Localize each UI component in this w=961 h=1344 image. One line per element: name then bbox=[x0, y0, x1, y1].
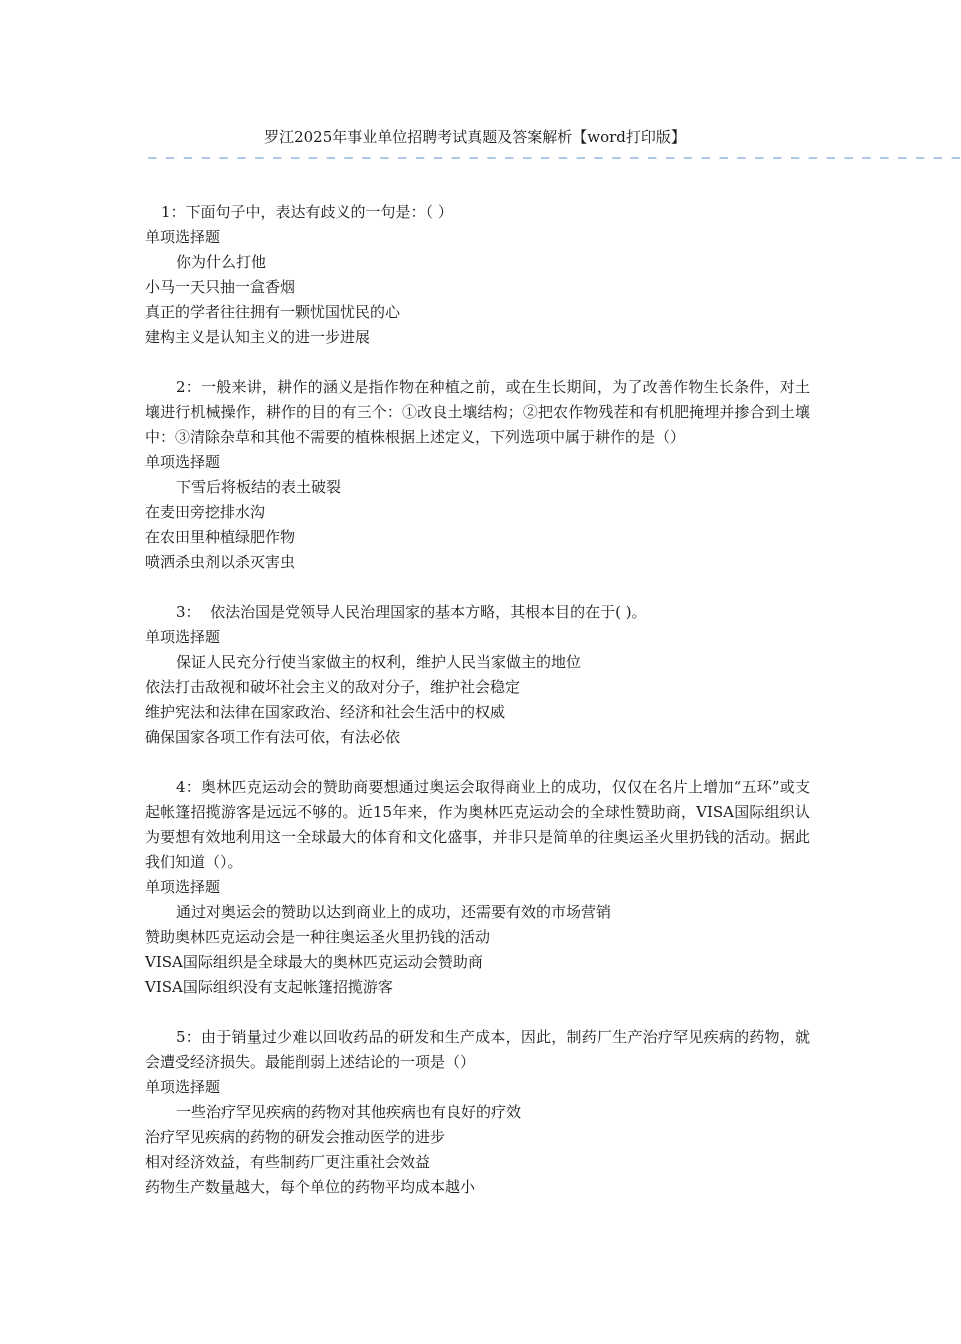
question-stem: 2：一般来讲，耕作的涵义是指作物在种植之前，或在生长期间，为了改善作物生长条件，对土壤进行机械操作，耕作的目的有三个：①改良土壤结构；②把农作物残茬和有机肥掩埋并掺合到土壤中：③清除杂草和其他不需要的植株根据上述定义，下列选项中属于耕作的是（） bbox=[145, 378, 810, 446]
question-3 bbox=[145, 600, 810, 750]
option-a: 下雪后将板结的表土破裂 bbox=[176, 478, 342, 496]
option-a: 保证人民充分行使当家做主的权利，维护人民当家做主的地位 bbox=[176, 653, 582, 671]
option-c: 相对经济效益，有些制药厂更注重社会效益 bbox=[145, 1153, 431, 1171]
option-d: 药物生产数量越大，每个单位的药物平均成本越小 bbox=[145, 1178, 476, 1196]
question-stem: 3： 依法治国是党领导人民治理国家的基本方略，其根本目的在于( )。 bbox=[176, 603, 647, 621]
title-divider: — — — — — — — — — — — — — — — — — — — — — — — — — — — — — — — — — — — — — — — — — — — — — — bbox=[148, 150, 961, 166]
document-title: 罗江2025年事业单位招聘考试真题及答案解析【word打印版】 bbox=[264, 128, 686, 146]
question-2 bbox=[145, 375, 810, 575]
option-c: 真正的学者往往拥有一颗忧国忧民的心 bbox=[145, 303, 401, 321]
option-c: 在农田里种植绿肥作物 bbox=[145, 528, 296, 546]
question-type: 单项选择题 bbox=[145, 228, 221, 246]
option-d: 建构主义是认知主义的进一步进展 bbox=[145, 328, 371, 346]
question-stem: 4：奥林匹克运动会的赞助商要想通过奥运会取得商业上的成功，仅仅在名片上增加“五环”或支起帐篷招揽游客是远远不够的。近15年来，作为奥林匹克运动会的全球性赞助商，VISA国际组织认为要想有效地利用这一全球最大的体育和文化盛事，并非只是简单的往奥运圣火里扔钱的活动。据此我们知道（）。 bbox=[145, 778, 810, 871]
option-a: 你为什么打他 bbox=[176, 253, 267, 271]
option-d: VISA国际组织没有支起帐篷招揽游客 bbox=[145, 978, 393, 996]
option-b: 在麦田旁挖排水沟 bbox=[145, 503, 266, 521]
question-type: 单项选择题 bbox=[145, 628, 221, 646]
option-d: 确保国家各项工作有法可依，有法必依 bbox=[145, 728, 401, 746]
question-4 bbox=[145, 775, 810, 1000]
question-list bbox=[145, 200, 810, 1225]
question-type: 单项选择题 bbox=[145, 878, 221, 896]
option-c: VISA国际组织是全球最大的奥林匹克运动会赞助商 bbox=[145, 953, 483, 971]
option-d: 喷洒杀虫剂以杀灭害虫 bbox=[145, 553, 296, 571]
option-c: 维护宪法和法律在国家政治、经济和社会生活中的权威 bbox=[145, 703, 506, 721]
option-b: 依法打击敌视和破坏社会主义的敌对分子，维护社会稳定 bbox=[145, 678, 521, 696]
question-type: 单项选择题 bbox=[145, 1078, 221, 1096]
option-b: 赞助奥林匹克运动会是一种往奥运圣火里扔钱的活动 bbox=[145, 928, 491, 946]
option-a: 通过对奥运会的赞助以达到商业上的成功，还需要有效的市场营销 bbox=[176, 903, 612, 921]
question-5 bbox=[145, 1025, 810, 1200]
question-stem: 1：下面句子中，表达有歧义的一句是：（ ） bbox=[161, 203, 453, 221]
option-b: 治疗罕见疾病的药物的研发会推动医学的进步 bbox=[145, 1128, 446, 1146]
question-type: 单项选择题 bbox=[145, 453, 221, 471]
question-stem: 5：由于销量过少难以回收药品的研发和生产成本，因此，制药厂生产治疗罕见疾病的药物，就会遭受经济损失。最能削弱上述结论的一项是（） bbox=[145, 1028, 810, 1071]
option-a: 一些治疗罕见疾病的药物对其他疾病也有良好的疗效 bbox=[176, 1103, 522, 1121]
question-1 bbox=[145, 200, 810, 350]
option-b: 小马一天只抽一盒香烟 bbox=[145, 278, 296, 296]
